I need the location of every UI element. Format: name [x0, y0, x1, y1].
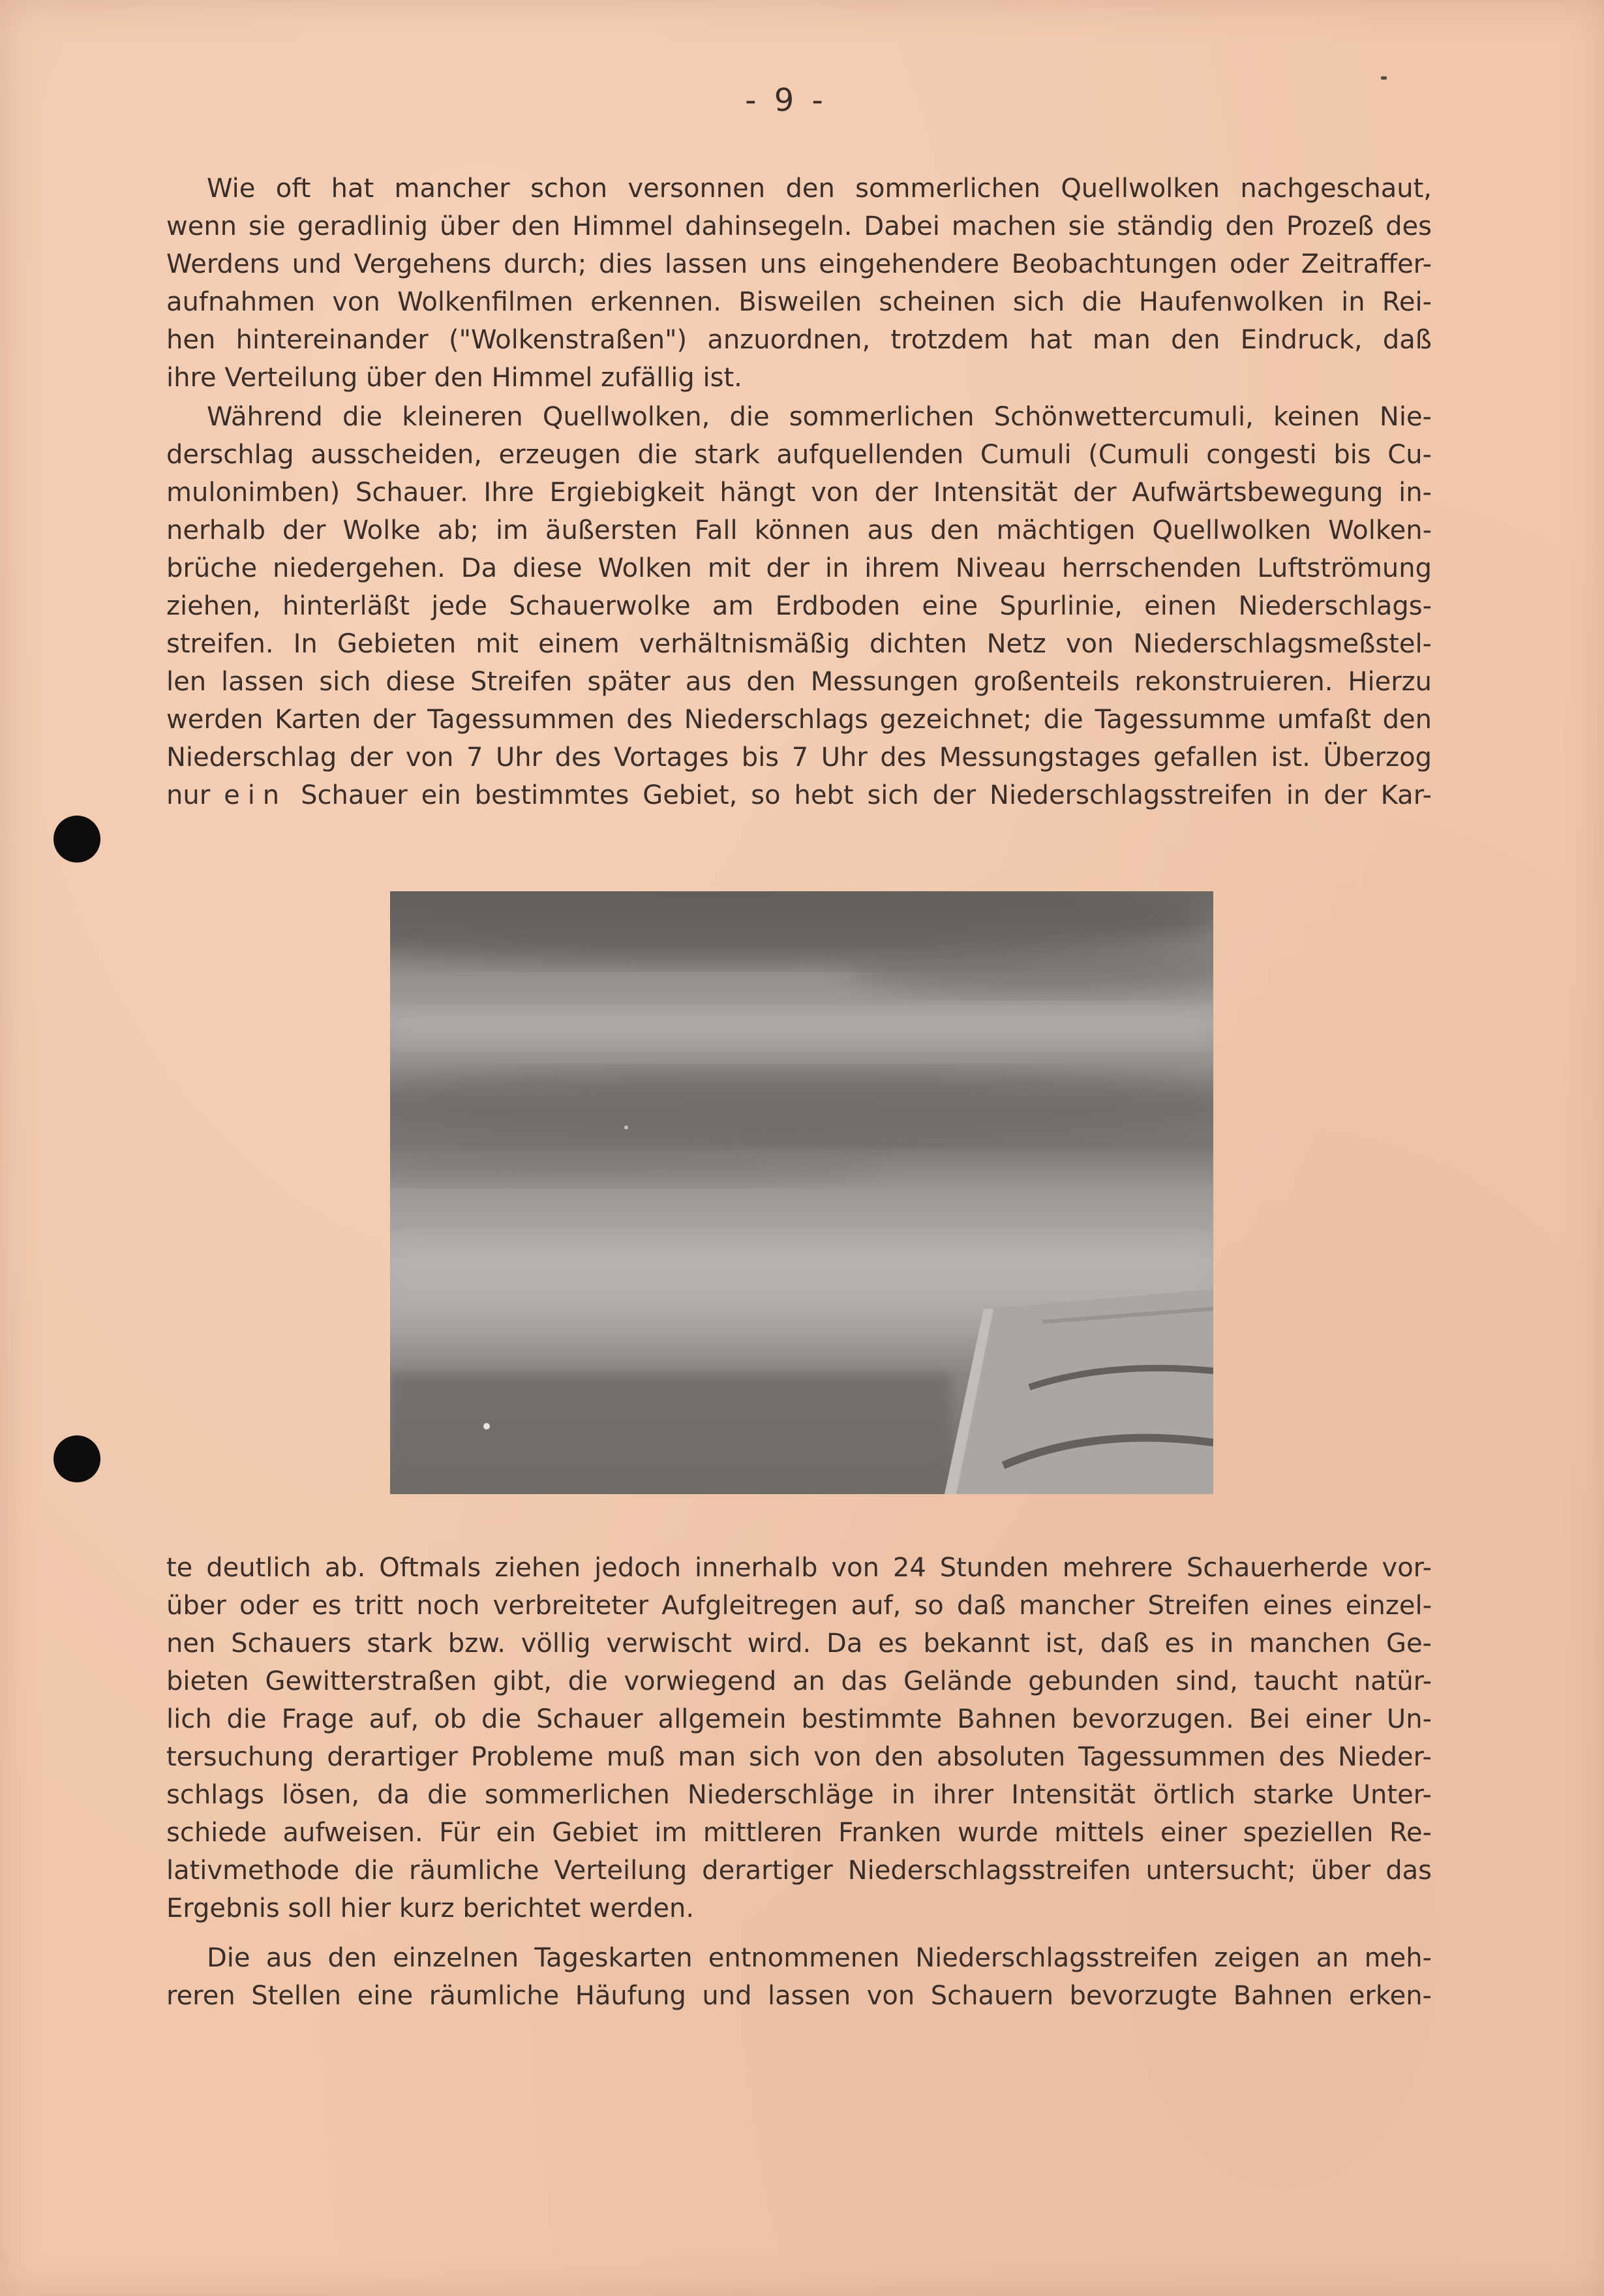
text-line: brüche niedergehen. Da diese Wolken mit der in ihrem Niveau herrschenden Luftströmung: [166, 553, 1432, 583]
text-line: über oder es tritt noch verbreiteter Aufgleitregen auf, so daß mancher Streifen eines einzel-: [166, 1591, 1432, 1621]
text-line: Wie oft hat mancher schon versonnen den sommerlichen Quellwolken nachgeschaut,: [207, 174, 1432, 204]
text-line: tersuchung derartiger Probleme muß man sich von den absoluten Tagessummen des Nieder-: [166, 1742, 1432, 1772]
text-line: Werdens und Vergehens durch; dies lassen uns eingehendere Beobachtungen oder Zeitraffer-: [166, 249, 1432, 279]
emphasized-word: ein: [224, 780, 288, 810]
text-line: derschlag ausscheiden, erzeugen die stark aufquellenden Cumuli (Cumuli congesti bis Cu-: [166, 440, 1432, 470]
text-line: werden Karten der Tagessummen des Niederschlags gezeichnet; die Tagessumme umfaßt den: [166, 705, 1432, 735]
text-line: te deutlich ab. Oftmals ziehen jedoch innerhalb von 24 Stunden mehrere Schauerherde vor-: [166, 1553, 1432, 1583]
paragraph-2: [166, 398, 1432, 814]
punch-hole-lower: [53, 1435, 100, 1482]
text-line: schiede aufweisen. Für ein Gebiet im mittleren Franken wurde mittels einer speziellen Re-: [166, 1818, 1432, 1848]
paragraph-3: [166, 1549, 1432, 1927]
text-line: reren Stellen eine räumliche Häufung und lassen von Schauern bevorzugte Bahnen erken-: [166, 1981, 1432, 2011]
paragraph-1: [166, 170, 1432, 397]
text-line: nerhalb der Wolke ab; im äußersten Fall können aus den mächtigen Quellwolken Wolken-: [166, 515, 1432, 545]
text-line: lich die Frage auf, ob die Schauer allgemein bestimmte Bahnen bevorzugen. Bei einer Un-: [166, 1704, 1432, 1734]
text-line: aufnahmen von Wolkenfilmen erkennen. Bisweilen scheinen sich die Haufenwolken in Rei-: [166, 287, 1432, 317]
text-line: lativmethode die räumliche Verteilung derartiger Niederschlagsstreifen untersucht; über das: [166, 1856, 1432, 1886]
ink-speck: [1381, 76, 1387, 80]
text-line: len lassen sich diese Streifen später aus den Messungen großenteils rekonstruieren. Hierzu: [166, 667, 1432, 697]
text-line: Während die kleineren Quellwolken, die sommerlichen Schönwettercumuli, keinen Nie-: [207, 402, 1432, 432]
text-line: hen hintereinander ("Wolkenstraßen") anzuordnen, trotzdem hat man den Eindruck, daß: [166, 325, 1432, 355]
text-line: wenn sie geradlinig über den Himmel dahinsegeln. Dabei machen sie ständig den Prozeß des: [166, 211, 1432, 241]
text-line: ziehen, hinterläßt jede Schauerwolke am Erdboden eine Spurlinie, einen Niederschlags-: [166, 591, 1432, 621]
page-number: - 9 -: [745, 82, 827, 119]
text-fragment: nur: [166, 780, 211, 810]
text-line: mulonimben) Schauer. Ihre Ergiebigkeit hängt von der Intensität der Aufwärtsbewegung in-: [166, 478, 1432, 508]
text-line: Ergebnis soll hier kurz berichtet werden.: [166, 1893, 695, 1923]
text-fragment: Schauer ein bestimmtes Gebiet, so hebt sich der Niederschlagsstreifen in der Kar-: [301, 780, 1432, 810]
cloud-photograph: [390, 891, 1213, 1494]
text-line: Niederschlag der von 7 Uhr des Vortages bis 7 Uhr des Messungstages gefallen ist. Überzog: [166, 742, 1432, 773]
text-line: nen Schauers stark bzw. völlig verwischt wird. Da es bekannt ist, daß es in manchen Ge-: [166, 1629, 1432, 1659]
text-line: schlags lösen, da die sommerlichen Niederschläge in ihrer Intensität örtlich starke Unter-: [166, 1780, 1432, 1810]
paragraph-4: [166, 1939, 1432, 2015]
text-line: [166, 776, 1432, 814]
punch-hole-upper: [53, 816, 100, 863]
text-line: ihre Verteilung über den Himmel zufällig ist.: [166, 363, 742, 393]
text-line: Die aus den einzelnen Tageskarten entnommenen Niederschlagsstreifen zeigen an meh-: [207, 1943, 1432, 1973]
text-line: bieten Gewitterstraßen gibt, die vorwiegend an das Gelände gebunden sind, taucht natür-: [166, 1666, 1432, 1696]
text-line: streifen. In Gebieten mit einem verhältnismäßig dichten Netz von Niederschlagsmeßstel-: [166, 629, 1432, 659]
